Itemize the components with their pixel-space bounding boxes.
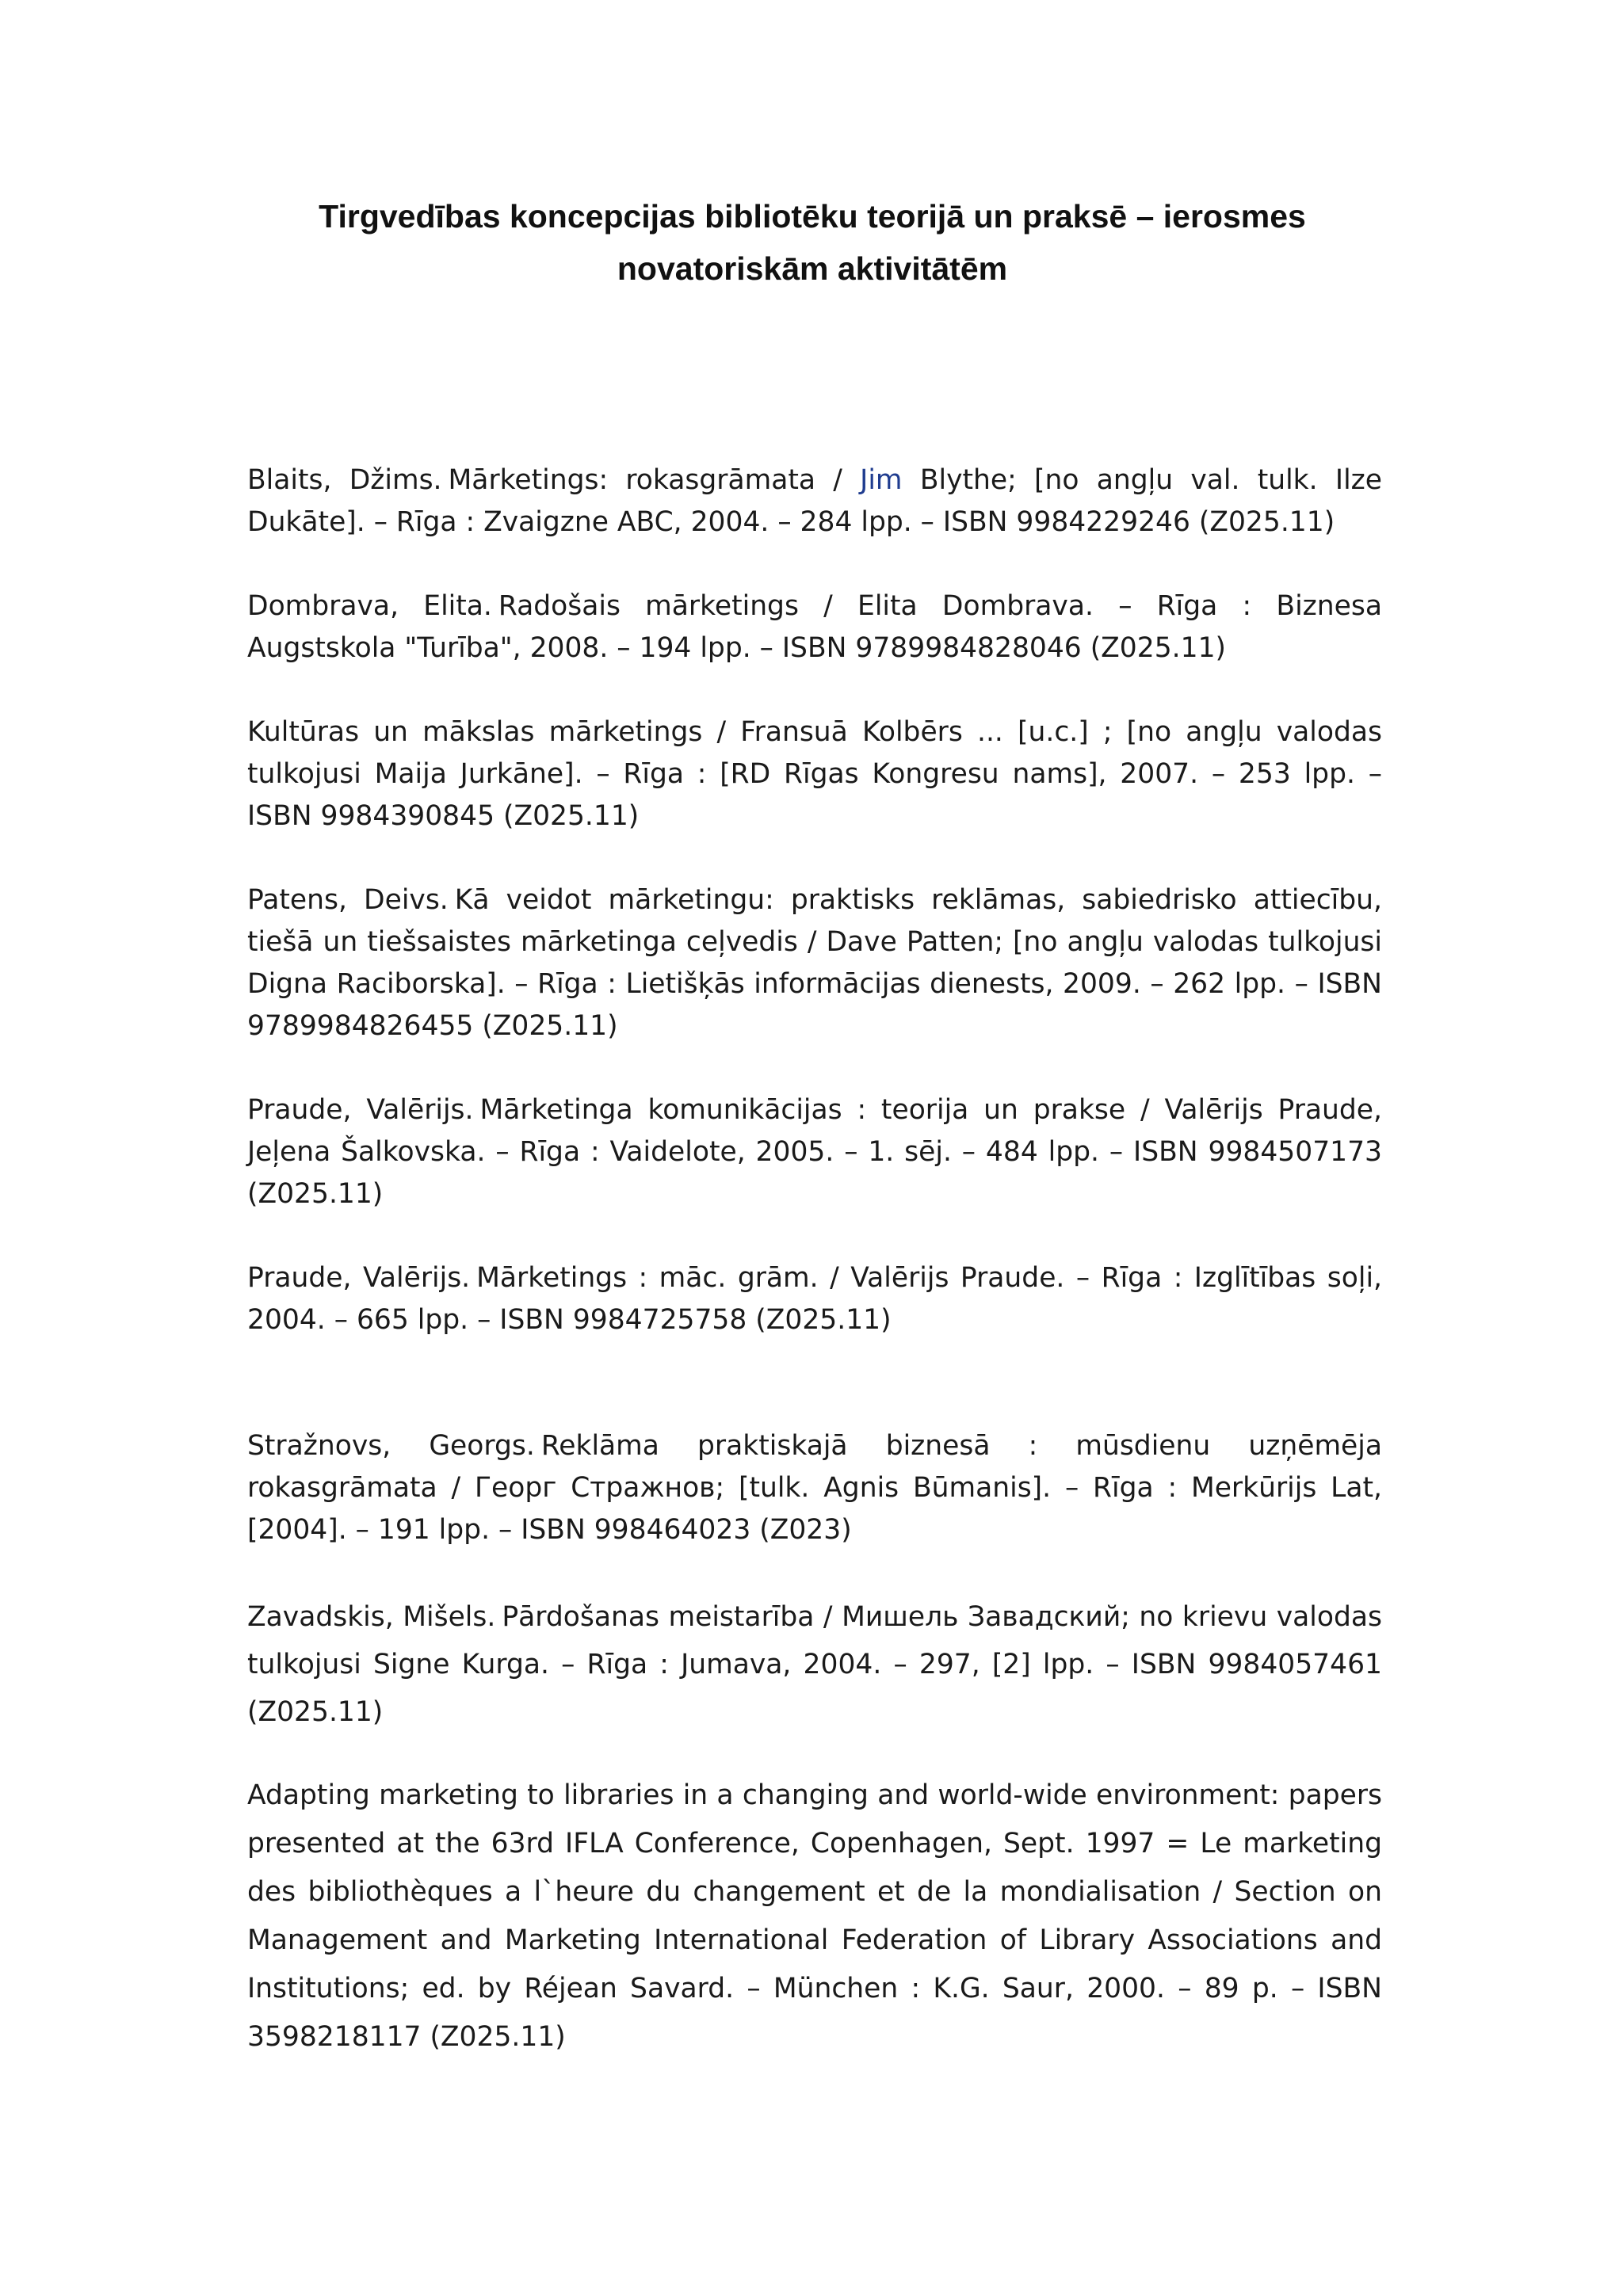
bibliography-entry bbox=[247, 879, 1382, 1047]
bibliography-entry bbox=[247, 585, 1382, 669]
entry-text: Mārketings : māc. grām. / Valērijs Praude. – Rīga : Izglītības soļi, 2004. – 665 lpp. – ISBN 9984725758 (Z025.11) bbox=[247, 1262, 1382, 1336]
entry-text: Kultūras un mākslas mārketings / Fransuā Kolbērs ... [u.c.] ; [no angļu valodas tulkojusi Maija Jurkāne]. – Rīga : [RD Rīgas Kongresu nams], 2007. – 253 lpp. – ISBN 9984390845 (Z025.11) bbox=[247, 716, 1382, 832]
entry-text: Blythe; [no angļu val. tulk. Ilze Dukāte]. – Rīga : Zvaigzne ABC, 2004. – 284 lpp. – ISBN 9984229246 (Z025.11) bbox=[247, 464, 1382, 538]
entry-author: Stražnovs, Georgs. bbox=[247, 1430, 535, 1462]
bibliography-entry bbox=[247, 1772, 1382, 2061]
entry-author: Praude, Valērijs. bbox=[247, 1262, 471, 1294]
entry-author: Zavadskis, Mišels. bbox=[247, 1601, 496, 1633]
bibliography-entry bbox=[247, 1257, 1382, 1341]
entry-author: Patens, Deivs. bbox=[247, 884, 449, 916]
bibliography-entry bbox=[247, 1089, 1382, 1215]
entry-text: Reklāma praktiskajā biznesā : mūsdienu uzņēmēja rokasgrāmata / Георг Стражнов; [tulk. Agnis Būmanis]. – Rīga : Merkūrijs Lat, [2004]. – 191 lpp. – ISBN 998464023 (Z023) bbox=[247, 1430, 1382, 1546]
entry-text: Mārketinga komunikācijas : teorija un prakse / Valērijs Praude, Jeļena Šalkovska. – Rīga : Vaidelote, 2005. – 1. sēj. – 484 lpp. – ISBN 9984507173 (Z025.11) bbox=[247, 1094, 1382, 1210]
entry-text: Pārdošanas meistarība / Мишель Завадский; no krievu valodas tulkojusi Signe Kurga. – Rīga : Jumava, 2004. – 297, [2] lpp. – ISBN 9984057461 (Z025.11) bbox=[247, 1601, 1382, 1728]
bibliography-list bbox=[247, 460, 1382, 2061]
entry-highlight: Jim bbox=[860, 464, 903, 496]
bibliography-entry bbox=[247, 460, 1382, 543]
page-title: Tirgvedības koncepcijas bibliotēku teorijā un praksē – ierosmes novatoriskām aktivitātēm bbox=[319, 198, 1306, 287]
bibliography-entry bbox=[247, 1425, 1382, 1551]
bibliography-entry bbox=[247, 711, 1382, 837]
entry-text: Kā veidot mārketingu: praktisks reklāmas, sabiedrisko attiecību, tiešā un tiešsaistes mārketinga ceļvedis / Dave Patten; [no angļu valodas tulkojusi Digna Raciborska]. – Rīga : Lietišķās informācijas dienests, 2009. – 262 lpp. – ISBN 9789984826455 (Z025.11) bbox=[247, 884, 1382, 1042]
entry-author: Dombrava, Elita. bbox=[247, 590, 492, 622]
bibliography-entry bbox=[247, 1593, 1382, 1736]
entry-text: Radošais mārketings / Elita Dombrava. – Rīga : Biznesa Augstskola "Turība", 2008. – 194 lpp. – ISBN 9789984828046 (Z025.11) bbox=[247, 590, 1382, 664]
entry-text: Mārketings: rokasgrāmata / bbox=[448, 464, 861, 496]
entry-text: Adapting marketing to libraries in a changing and world-wide environment: papers presented at the 63rd IFLA Conference, Copenhagen, Sept. 1997 = Le marketing des bibliothèques a l`heure du changement et de la mondialisation / Section on Management and Marketing International Federation of Library Associations and Institutions; ed. by Réjean Savard. – München : K.G. Saur, 2000. – 89 p. – ISBN 3598218117 (Z025.11) bbox=[247, 1779, 1382, 2053]
entry-author: Praude, Valērijs. bbox=[247, 1094, 474, 1126]
entry-author: Blaits, Džims. bbox=[247, 464, 442, 496]
